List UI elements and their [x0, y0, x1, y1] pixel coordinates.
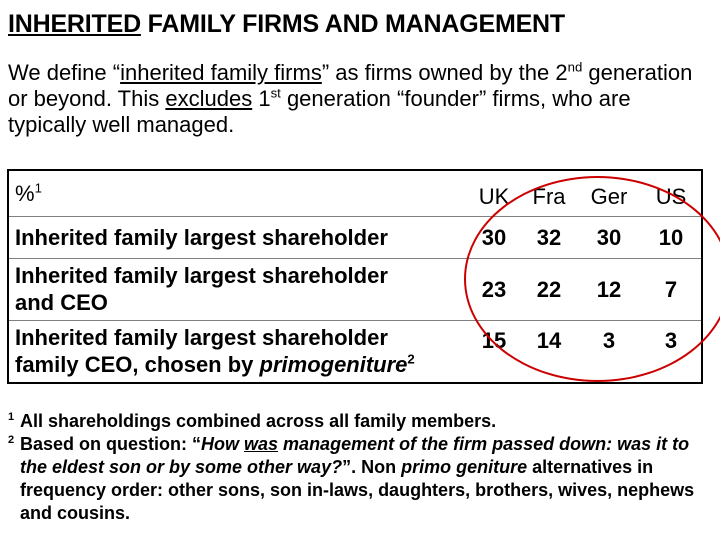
intro-text-4: generation or beyond. This [8, 60, 693, 111]
intro-sup-st: st [270, 85, 281, 101]
footnotes [8, 410, 708, 525]
footnote-1-text: All shareholdings combined across all family members. [20, 411, 497, 431]
intro-text-6: 1 [252, 86, 271, 111]
percent-sign: % [15, 181, 35, 206]
footnote-2-italic-primo: primo geniture [401, 457, 528, 477]
table-row [9, 320, 701, 383]
table-row [9, 258, 701, 321]
cell-us: 7 [664, 277, 678, 302]
footnote-2-italic-was: was [244, 434, 279, 454]
page-title [8, 10, 565, 39]
col-us: US [655, 184, 687, 209]
row-label-sup: 2 [407, 351, 415, 367]
row-label-italic-term: primogeniture [259, 352, 408, 377]
title-rest: FAMILY FIRMS AND MANAGEMENT [140, 10, 565, 38]
intro-term: inherited family firms [120, 60, 322, 85]
row-label [15, 262, 388, 316]
title-underlined-word: INHERITED [8, 10, 141, 38]
intro-text-7: generation “founder” firms, who are typically well managed. [8, 86, 631, 137]
row-label: Inherited family largest shareholder [15, 225, 388, 250]
footnote-2-text-g: alternatives in frequency order: other sons, son in-laws, daughters, brothers, wives, nephews and cousins. [20, 457, 695, 523]
row-label [15, 324, 415, 378]
cell-fra: 14 [536, 328, 562, 353]
footnote-2-number: 2 [8, 434, 15, 446]
footnote-1 [8, 410, 708, 433]
cell-uk: 15 [481, 328, 507, 353]
header-sup: 1 [34, 180, 42, 196]
footnote-2-italic-how: How [201, 434, 245, 454]
footnote-2 [8, 433, 708, 525]
cell-us: 3 [664, 328, 678, 353]
footnote-2-italic-question: management of the firm passed down: was it to the eldest son or by some other way? [20, 434, 690, 477]
footnote-2-text-e: ”. Non [342, 457, 402, 477]
cell-uk: 30 [481, 225, 507, 250]
intro-sup-nd: nd [567, 59, 583, 75]
cell-us: 10 [658, 225, 684, 250]
intro-excludes: excludes [165, 86, 253, 111]
cell-fra: 22 [536, 277, 562, 302]
cell-ger: 3 [602, 328, 616, 353]
col-fra: Fra [532, 184, 566, 209]
row-label-line1: Inherited family largest shareholder [15, 325, 388, 350]
row-label-line1: Inherited family largest shareholder [15, 263, 388, 288]
intro-text-1: We define “ [8, 60, 121, 85]
row-label-line2: and CEO [15, 290, 108, 315]
footnote-2-text-a: Based on question: “ [20, 434, 202, 454]
footnote-1-number: 1 [8, 411, 15, 423]
col-ger: Ger [590, 184, 628, 209]
table-row [9, 216, 701, 259]
cell-ger: 12 [596, 277, 622, 302]
header-percent-label [15, 180, 42, 207]
cell-uk: 23 [481, 277, 507, 302]
intro-text-3: ” as firms owned by the 2 [321, 60, 568, 85]
data-table [7, 169, 703, 384]
cell-fra: 32 [536, 225, 562, 250]
intro-paragraph [8, 60, 708, 138]
col-uk: UK [478, 184, 510, 209]
row-label-line2: family CEO, chosen by [15, 352, 260, 377]
table-header-row [9, 171, 701, 216]
cell-ger: 30 [596, 225, 622, 250]
